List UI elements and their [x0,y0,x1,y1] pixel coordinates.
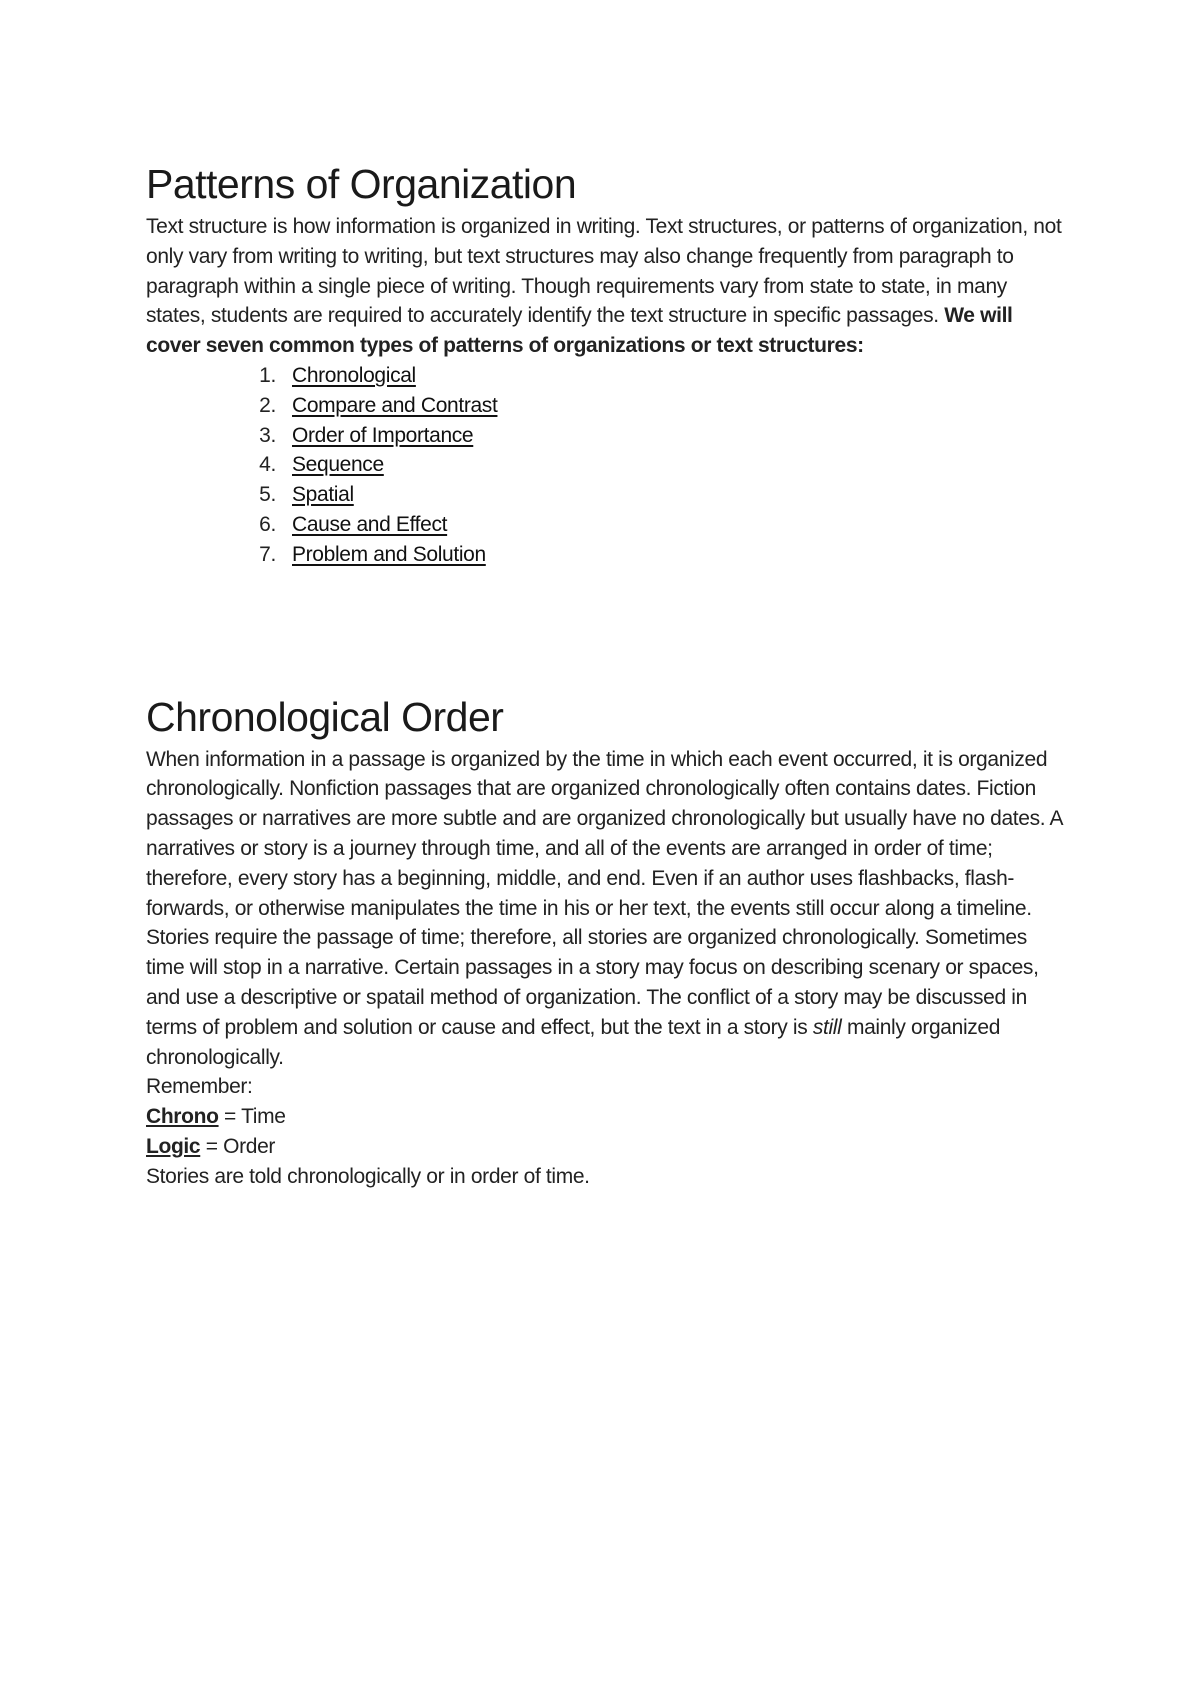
term-chrono: Chrono [146,1105,219,1129]
link-spatial[interactable]: Spatial [292,483,354,507]
section-spacer [146,570,1066,689]
intro-bold-text: We will cover seven common types of patterns of organizations or text structures: [146,304,1013,358]
chrono-definition [146,1102,1066,1132]
italic-still: still [812,1015,842,1039]
closing-line: Stories are told chronologically or in order of time. [146,1164,590,1188]
link-order-of-importance[interactable]: Order of Importance [292,423,474,447]
section-title-patterns: Patterns of Organization [146,161,577,207]
link-chronological[interactable]: Chronological [292,363,416,387]
list-number: 7. [259,542,276,566]
list-number: 1. [259,363,276,387]
list-number: 4. [259,453,276,477]
list-number: 3. [259,423,276,447]
link-cause-and-effect[interactable]: Cause and Effect [292,512,448,536]
logic-def: = Order [200,1134,276,1158]
list-number: 5. [259,483,276,507]
list-item [146,450,1066,480]
list-item [146,361,1066,391]
chrono-def: = Time [218,1105,286,1129]
list-number: 2. [259,393,276,417]
section-title-chronological-order: Chronological Order [146,693,504,740]
list-item [146,540,1066,570]
chronological-text-end: mainly organized chronologically. [146,1015,1001,1069]
chronological-text: When information in a passage is organized by the time in which each event occurred, it is organized chronologically. Nonfiction passages that are organized chronologically often contains dates. Fiction passages or narratives are more subtle and are organized chronologically but usually have no dates. A narratives or story is a journey through time, and all of the events are arranged in order of time; therefore, every story has a beginning, middle, and end. Even if an author uses flashbacks, flash-forwards, or otherwise manipulates the time in his or her text, the events still occur along a timeline. Stories require the passage of time; therefore, all stories are organized chronologically. Sometimes time will stop in a narrative. Certain passages in a story may focus on describing scenary or spaces, and use a descriptive or spatail method of organization. The conflict of a story may be discussed in terms of problem and solution or cause and effect, but the text in a story is [146,747,1063,1039]
logic-definition [146,1132,1066,1162]
remember-line: Remember: [146,1075,253,1099]
term-logic: Logic [146,1134,201,1158]
link-sequence[interactable]: Sequence [292,453,384,477]
intro-text: Text structure is how information is organized in writing. Text structures, or patterns of organization, not only vary from writing to writing, but text structures may also change frequently from paragraph to paragraph within a single piece of writing. Though requirements vary from state to state, in many states, students are required to accurately identify the text structure in specific passages. [146,215,1062,328]
intro-paragraph [146,212,1066,361]
link-problem-and-solution[interactable]: Problem and Solution [292,542,486,566]
patterns-list [146,361,1066,570]
list-number: 6. [259,512,276,536]
chronological-paragraph [146,745,1066,1073]
list-item [146,480,1066,510]
link-compare-and-contrast[interactable]: Compare and Contrast [292,393,498,417]
list-item [146,391,1066,421]
document-page [146,156,1066,1192]
list-item [146,421,1066,451]
list-item [146,510,1066,540]
